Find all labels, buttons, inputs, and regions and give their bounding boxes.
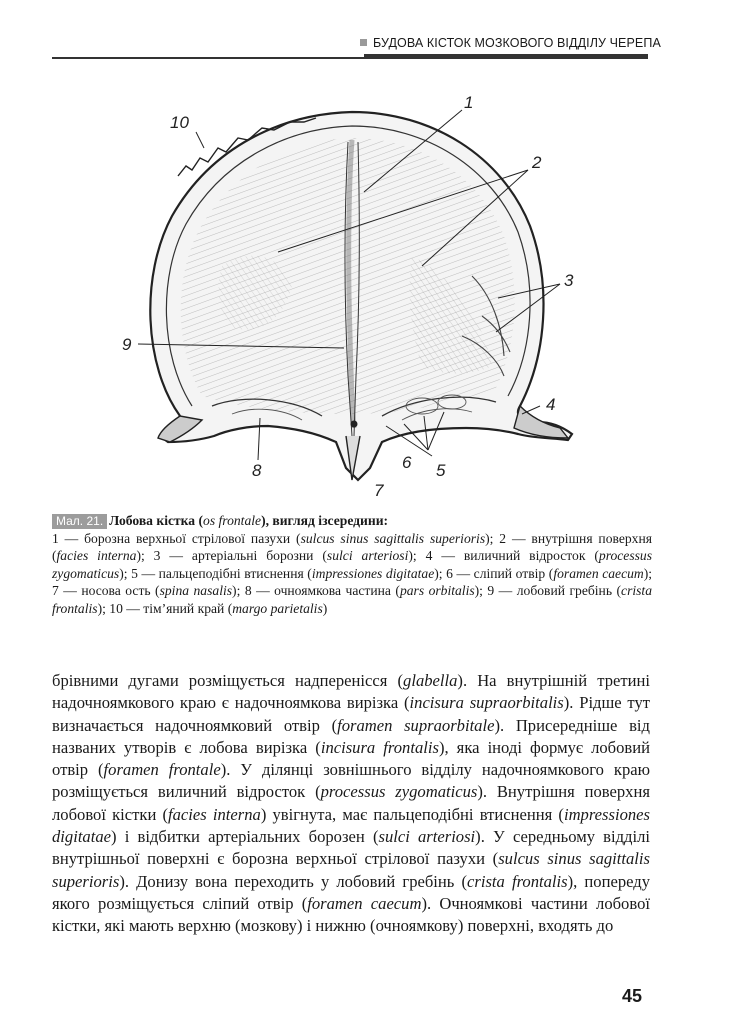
figure-label-3: 3 [564,271,574,290]
body-text-run: ). Рідше тут визначається надочноямковий отвір ( [52,693,651,735]
caption-item-latin: margo parietalis [232,600,323,616]
body-latin-term: crista frontalis [467,871,568,891]
body-latin-term: sulci arteriosi [378,827,476,847]
body-latin-term: incisura supraorbitalis [409,693,564,713]
caption-item-text: 9 — лобовий гребінь ( [487,583,622,599]
caption-item-latin: facies interna [56,548,137,564]
caption-item-latin: impressiones digitatae [311,565,435,581]
figure-label-8: 8 [252,461,262,480]
frontal-bone-illustration [52,76,652,506]
caption-item [154,548,426,563]
body-latin-term: processus zygomaticus [320,782,478,802]
body-text-run: ). На внутрішній третині надочноямкового краю є надочноямкова вирізка ( [52,671,650,713]
caption-item [446,566,652,581]
caption-item-text: 4 — виличний відросток ( [425,548,599,564]
figure-label-7: 7 [374,481,384,500]
body-latin-term: facies interna [168,804,261,824]
caption-item [52,583,245,598]
body-text-run: ). Присередніше від названих утворів є лобова вирізка ( [52,715,650,757]
body-text-run: ). У середньому відділі внутрішньої поверхні є борозна верхньої стрілової пазухи ( [52,827,651,869]
body-text-run: брівними дугами розміщується надперенісся ( [52,671,404,690]
body-paragraph [52,670,650,938]
caption-item-text: 1 — борозна верхньої стрілової пазухи ( [52,530,301,546]
caption-item [245,583,488,598]
body-latin-term: sulcus sinus sagittalis superioris [52,849,650,891]
body-text-run: ). Очноямкові частини лобової кістки, які мають верхню (мозкову) і нижню (очноямкову) поверхні, входять до [52,893,650,936]
caption-item-latin: foramen caecum [553,565,644,581]
figure-frontal-bone [52,76,652,506]
caption-item-text-end: ); [434,565,447,581]
body-text-run: ). Внутрішня поверхня лобової кістки ( [52,782,650,824]
caption-item [109,601,327,616]
caption-item-text: 2 — внутрішня поверхня ( [52,530,653,564]
page-number: 45 [622,986,643,1006]
caption-item-text: 5 — пальцеподібні втиснення ( [131,565,312,581]
caption-item-text: 6 — сліпий отвір ( [446,565,554,581]
body-latin-term: impressiones digitatae [52,804,650,847]
figure-label-2: 2 [532,153,542,172]
caption-item-text-end: ) [322,600,328,616]
caption-item-latin: sulcus sinus sagittalis superioris [300,530,486,546]
figure-label-10: 10 [170,113,189,132]
caption-item-text-end: ); [485,530,500,546]
caption-item-text: 7 — носова ость ( [52,583,160,599]
caption-item-latin: sulci arteriosi [326,548,409,564]
body-text [52,670,650,938]
caption-item-text: 8 — очноямкова частина ( [244,583,400,599]
body-latin-term: foramen supraorbitale [337,715,495,735]
caption-item [52,531,499,546]
caption-title-latin: os frontale [203,513,262,528]
body-latin-term: foramen frontale [103,760,221,780]
figure-caption [52,512,652,618]
figure-label-6: 6 [402,453,412,472]
caption-item-latin: processus zygomaticus [52,548,653,581]
caption-item-text: 3 — артеріальні борозни ( [153,548,327,564]
body-text-run: ). Донизу вона переходить у лобовий гребінь ( [119,871,468,891]
header-bullet-icon [360,39,367,46]
figure-label-5: 5 [436,461,446,480]
caption-item-text-end: ); [97,600,110,616]
caption-item-text-end: ); [474,583,488,599]
body-text-run: ). У ділянці зовнішнього відділу надочноямкового краю розміщується виличний відросток ( [52,760,651,802]
caption-item-latin: pars orbitalis [399,583,475,599]
figure-label-4: 4 [546,395,556,414]
caption-title [109,513,388,528]
running-header [360,36,661,54]
caption-item-text-end: ); [643,565,653,581]
body-text-run: ) і відбитки артеріальних борозен ( [111,827,379,847]
caption-title-start: Лобова кістка ( [109,513,204,528]
body-text-run: ) увігнута, має пальцеподібні втиснення ( [260,804,564,824]
foramen-caecum [351,421,358,428]
caption-item-text-end: ); [408,548,426,564]
caption-item-latin: crista frontalis [52,583,652,616]
caption-item-text: 10 — тім’яний край ( [109,600,233,616]
running-title: БУДОВА КІСТОК МОЗКОВОГО ВІДДІЛУ ЧЕРЕПА [373,36,661,50]
caption-item-text-end: ); [119,565,132,581]
caption-item-text-end: ); [232,583,245,599]
body-text-run: ), попереду якого розміщується сліпий отвір ( [52,871,650,913]
body-latin-term: foramen caecum [307,893,422,913]
figure-label-1: 1 [464,93,474,112]
caption-item-text-end: ); [136,548,154,564]
body-text-run: ), яка іноді формує лобовий отвір ( [52,737,651,780]
caption-item-latin: spina nasalis [159,583,233,599]
figure-number-badge: Мал. 21. [52,514,107,529]
caption-legend [52,531,652,616]
header-rule-accent [364,54,648,58]
figure-label-9: 9 [122,335,132,354]
body-latin-term: glabella [403,671,458,690]
caption-item [131,566,446,581]
body-latin-term: incisura frontalis [320,737,439,757]
caption-title-end: ), вигляд ізсередини: [261,513,389,528]
